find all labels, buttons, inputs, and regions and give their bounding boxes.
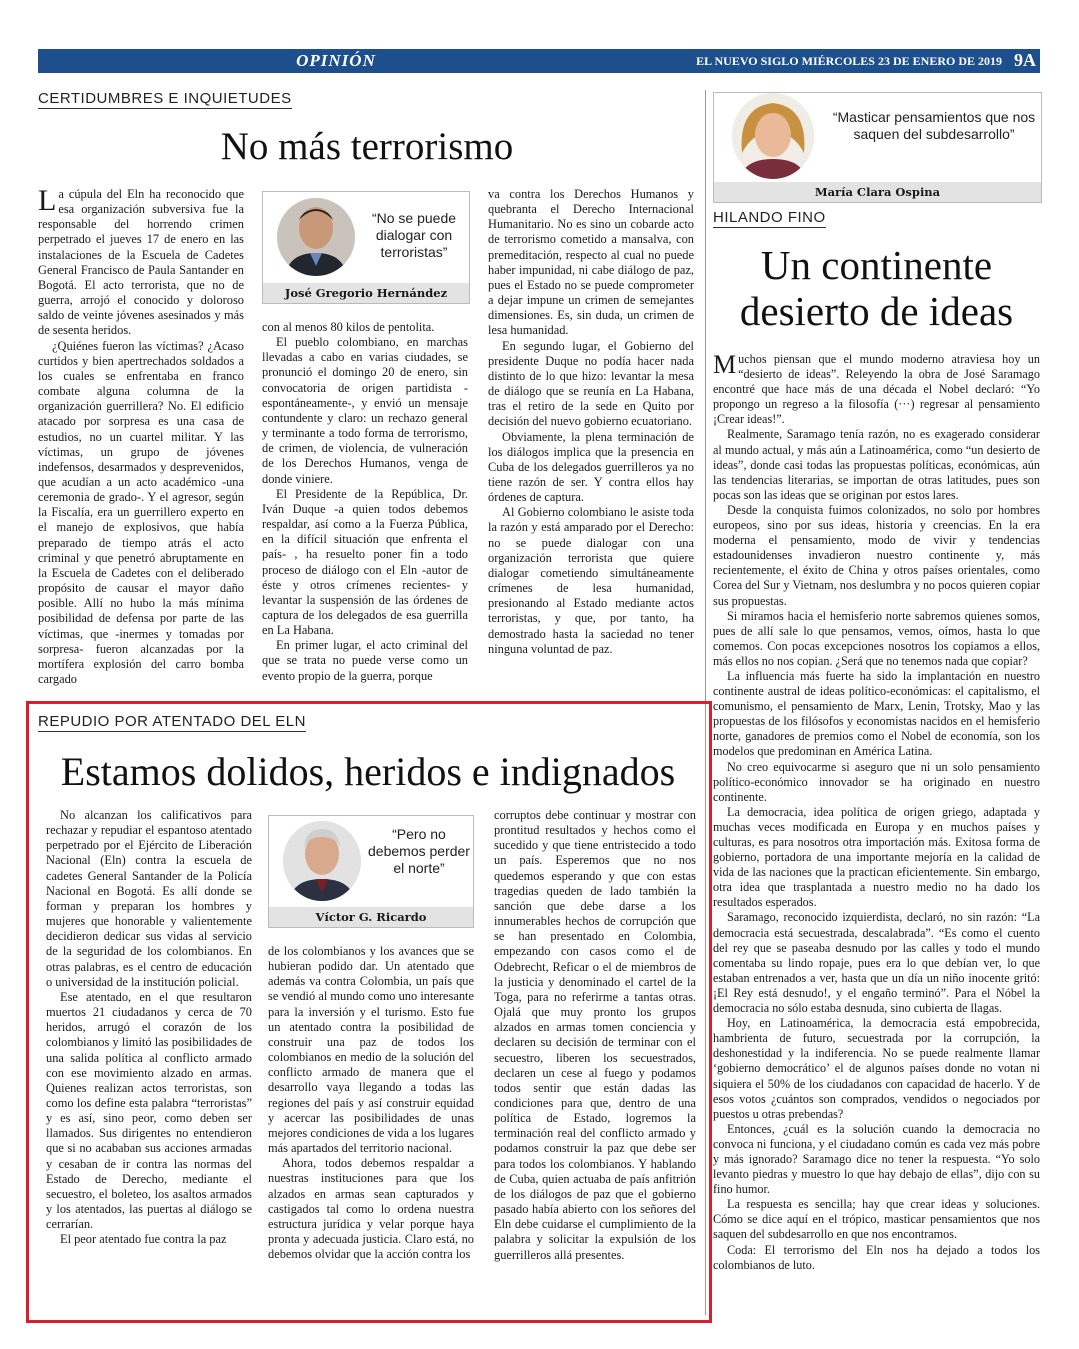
dropcap: L [38,184,57,217]
article2-paragraph: Ese atentado, en el que resultaron muertos 21 ciudadanos y cerca de 70 heridos, arrugó el corazón de los colombianos y limitó las posibilidades de una salida política al conflicto armado con ese movimiento alzado en armas. Quienes realizan actos terroristas, son como los define esta palabra “terroristas” y es así, sino peor, como deben ser llamados. Sus dirigentes no entendieron que si no acababan sus acciones armadas y cesaban de ir contra las normas del Estado de Derecho, mediante el secuestro, el boleteo, los asaltos armados y los atentados, las puertas al diálogo se cerrarían. [46,989,252,1232]
article2-paragraph: No alcanzan los calificativos para rechazar y repudiar el espantoso atentado perpetrado por el Ejército de Liberación Nacional (Eln) contra la escuela de cadetes General Santander de la Policía Nacional en Bogotá. Es allí donde se forman y preparan los hombres y mujeres que honorable y valientemente decidieron dedicar sus vidas al servicio de la seguridad de los colombianos. En otras palabras, es el centro de educación o universidad de la institución policial. [46,808,252,989]
section-name: OPINIÓN [296,51,376,70]
article3-quote-box [713,92,1042,203]
article1-kicker: CERTIDUMBRES E INQUIETUDES [38,90,292,107]
article3-paragraph: Hoy, en Latinoamérica, la democracia está empobrecida, hambrienta de futuro, secuestrada por la corrupción, la deshonestidad y la indiferencia. No se puede realmente llamar ‘gobierno democrático’ el de algunos países donde no votan ni siquiera el 50% de los ciudadanos con capacidad de hacerlo. Y de esos votos ¿cuántos son comprados, vendidos o negociados por puestos u otras prebendas? [713,1016,1040,1121]
article1-author: José Gregorio Hernández [263,283,469,303]
author-photo-victor-ricardo [283,821,361,901]
article1-quote-box [262,191,470,304]
article1-title: No más terrorismo [220,125,514,168]
article3-paragraph: Saramago, reconocido izquierdista, declaró, no sin razón: “La democracia está secuestrada, descalabrada”. “Es como el cuento del rey que se paseaba desnudo por las calles y todo el mundo comentaba su lindo ropaje, pues era lo que debían ver, lo que estaban entrenados a ver, hasta que un día un niño inocente gritó: ¡El Rey está desnudo!, y el engaño terminó”. Para el Nóbel la democracia no sólo estaba desnuda, sino cubierta de llagas. [713,910,1040,1016]
article2-paragraph: de los colombianos y los avances que se hubieran podido dar. Un atentado que además va contra Colombia, un país que se vendió al mundo como uno interesante para la inversión y el turismo. Esto fue un atentado contra la posibilidad de construir una paz de todos los colombianos en medio de la solución del conflicto armado de manera que el desarrollo vaya llegando a todas las regiones del país y así construir equidad y acercar las posibilidades de unas mejores condiciones de vida a los lugares más apartados del territorio nacional. [268,944,474,1156]
article1-paragraph: En primer lugar, el acto criminal del que se trata no puede verse como un evento propio de la guerra, porque [262,638,468,683]
article1-paragraph: va contra los Derechos Humanos y quebranta el Derecho Internacional Humanitario. No es sino un cobarde acto de terrorismo cometido a mansalva, con premeditación, respecto al cual no puede haber impunidad, ni cabe diálogo de paz, pues el Estado no se puede comprometer a dejar impune un crimen de semejantes dimensiones. Es, sin duda, un crimen de lesa humanidad. [488,187,694,338]
article2-paragraph: El peor atentado fue contra la paz [60,1232,227,1247]
article2-kicker: REPUDIO POR ATENTADO DEL ELN [38,713,306,730]
article3-paragraph: Entonces, ¿cuál es la solución cuando la democracia no convoca ni funciona, y el ciudadano común es cada vez más pobre y más ignorado? Saramago dice no tener la respuesta. “Yo solo levanto piedras y muestro lo que hay debajo de ellas”, dijo con su fino humor. [713,1121,1040,1197]
article2-quote-box [268,815,474,928]
article2-paragraph: Ahora, todos debemos respaldar a nuestras instituciones para que los alzados en armas sean capturados y castigados tal como lo ordena nuestra estructura jurídica y velar porque haya pronta y adecuada justicia. Claro está, no debemos olvidar que la acción contra los [268,1156,474,1262]
article3-author: María Clara Ospina [714,182,1041,202]
author-photo-maria-clara [732,93,814,179]
article3-paragraph: Muchos piensan que el mundo moderno atraviesa hoy un “desierto de ideas”. Releyendo la obra de José Saramago encontré que hace más de una década el Nobel declaró: “Yo propongo un regreso a la filosofía (···) regresar al pensamiento ¡Crear ideas!”. [713,350,1040,427]
article1-paragraph: Obviamente, la plena terminación de los diálogos implica que la presencia en Cuba de los delegados guerrilleros ya no tiene razón de ser. Y contra ellos hay órdenes de captura. [488,429,694,505]
article3-paragraph: La influencia más fuerte ha sido la implantación en nuestro continente austral de ideas político-económicas: el capitalismo, el comunismo, el pensamiento de Marx, Lenin, Trotsky, Mao y las propuestas de los filósofos y economistas nacidos en el hemisferio norte, ganadores de premios como el Nobel de economía, son los modelos que predominan en América Latina. [713,668,1040,759]
article2-pull-quote: “Pero no debemos perder el norte” [368,826,470,876]
author-photo-jose-gregorio [277,198,355,276]
article3-paragraph: No creo equivocarme si aseguro que ni un solo pensamiento político-económico innovador se ha originado en nuestro continente. [713,759,1040,804]
article3-title-line: Un continente [760,242,993,288]
article1-paragraph: El Presidente de la República, Dr. Iván Duque -a quien todos debemos respaldar, así como a la Fuerza Pública, en la difícil situación que enfrenta el país- , ha resuelto poner fin a todo proceso de diálogo con el Eln -autor de éste y otros crímenes recientes- y levantar la suspensión de las órdenes de captura de los delegados de esa guerrilla en La Habana. [262,486,468,638]
article1-paragraph: En segundo lugar, el Gobierno del presidente Duque no podía hacer nada distinto de lo que hizo: levantar la mesa de diálogo que se reunía en La Habana, tras el retiro de la sede en Quito por decisión del nuevo gobierno ecuatoriano. [488,338,694,429]
page-number: 9A [1014,50,1036,70]
article1-paragraph: La cúpula del Eln ha reconocido que esa organización subversiva fue la responsable del horrendo crimen perpetrado el jueves 17 de enero en las instalaciones de la Escuela de Cadetes General Francisco de Paula Santander en Bogotá. El acto terrorista, que no de guerra, arrojó el conocido y doloroso saldo de veinte jóvenes asesinados y más de sesenta heridos. [38,184,244,338]
article1-paragraph: ¿Quiénes fueron las víctimas? ¿Acaso curtidos y bien apertrechados soldados a los cuales se enfrentaba en franco combate alguna columna de la organización guerrillera? No. El edificio atacado por sorpresa es una casa de estudios, no un cuartel militar. Y las víctimas, un grupo de jóvenes indefensos, desarmados y desprevenidos, que acudían a un acto académico -una ceremonia de grado-. Y el agresor, según la Fiscalía, era un guerrillero experto en el manejo de explosivos, que había preparado de tiempo atrás el acto criminal y que penetró abruptamente en la Escuela de Cadetes con el deliberado propósito de causar el mayor daño posible. Allí no hubo la más mínima posibilidad de defensa por parte de las víctimas, que -inermes y tomadas por sorpresa- fueron alcanzadas por la mortífera explosión del carro bomba cargado [38,338,244,686]
article3-paragraph: Coda: El terrorismo del Eln nos ha dejado a todos los colombianos de luto. [713,1242,1040,1272]
article1-column-1 [38,184,244,687]
article2-author: Víctor G. Ricardo [269,907,473,927]
article1-paragraph: El pueblo colombiano, en marchas llevadas a cabo en varias ciudades, se pronunció el domingo 20 de enero, sin convocatoria de origen partidista -espontáneamente-, y envió un mensaje contundente y claro: un rechazo general y terminante a todo forma de terrorismo, de crimen, de violencia, de vulneración de los Derechos Humanos, venga de donde viniere. [262,335,468,486]
article3-body [713,352,1040,1273]
article2-title: Estamos dolidos, heridos e indignados [60,749,676,794]
article3-paragraph: La respuesta es sencilla; hay que crear ideas y soluciones. Cómo se dice aquí en el trópico, masticar pensamientos que nos saquen del subdesarrollo en que nos encontramos. [713,1197,1040,1242]
article3-paragraph: Desde la conquista fuimos colonizados, no solo por hombres europeos, sino por sus ideas, historia y creencias. En la era moderna el pensamiento, modo de vivir y tendencias estadounidenses invadieron nuestro continente y, más recientemente, el éxito de China y otros países orientales, como Corea del Sur y Vietnam, nos deslumbra y no pocos quieren copiar sus propuestas. [713,502,1040,608]
section-header-bar [38,49,1040,73]
article1-paragraph: con al menos 80 kilos de pentolita. [262,320,435,334]
article3-title [713,242,1040,334]
article1-pull-quote: “No se puede dialogar con terroristas” [371,210,457,260]
article3-pull-quote: “Masticar pensamientos que nos saquen del subdesarrollo” [832,109,1036,142]
article1-column-2 [262,320,468,684]
dropcap: M [713,350,737,379]
article3-title-line: desierto de ideas [739,288,1014,334]
article2-paragraph: corruptos debe continuar y mostrar con prontitud resultados y hechos como el sucedido y que tiene entristecido a todo un país. Esperemos que no nos quedemos esperando y que con estas tragedias queden de lado también la sanción que debe darse a los innumerables hechos de corrupción que se han presentado en Colombia, empezando con casos como el de Odebrecht, Reficar o el de miembros de la justicia y denominado el cartel de la Toga, para no referirme a tantas otras. Ojalá que muy pronto los grupos alzados en armas tomen conciencia y declaren su decisión de terminar con el secuestro, liberen los secuestrados, declaren un cese al fuego y podamos todos sentir que están dadas las condiciones para que, dentro de una política de Estado, logremos la terminación real del conflicto armado y podamos construir la paz que debe ser para todos los colombianos. Y hablando de Cuba, quien actuaba de país anfitrión de los diálogos de paz que el gobierno pasado había abierto con los señores del Eln debe cuidarse el cumplimiento de la palabra y solicitar la expulsión de los guerrilleros allá presentes. [494,808,696,1262]
article2-column-1 [46,808,252,1248]
article3-paragraph: Realmente, Saramago tenía razón, no es exagerado considerar al mundo actual, y más aún a Latinoamérica, como “un desierto de ideas”, donde casi todas las propuestas políticas, económicas, aún las tendencias literarias, se importan de otras latitudes, pues son pocas son las ideas que se originan por estos lares. [713,427,1040,502]
paper-name-date: EL NUEVO SIGLO MIÉRCOLES 23 DE ENERO DE 2019 [696,54,1002,68]
article2-column-2 [268,944,474,1262]
article3-paragraph: La democracia, idea política de origen griego, adaptada y muchas veces modificada en Europa y en muchos países y culturas, es para nosotros otra importación más. Exitosa forma de gobierno, portadora de una importante mejoría en la calidad de vida de las naciones que la practican eficientemente. Sin embargo, otra idea que trasplantada a nuestro medio no ha dado los resultados esperados. [713,804,1040,910]
article1-column-3 [488,187,694,657]
article3-kicker: HILANDO FINO [713,209,826,226]
article2-column-3 [494,808,696,1263]
article3-paragraph: Si miramos hacia el hemisferio norte sabremos quienes somos, pues de allí sale lo que pensamos, vemos, oímos, hasta lo que comemos. Con pocas excepciones nosotros los copiamos a ellos, más ellos no nos copian. ¿Será que no tenemos nada que copiar? [713,608,1040,668]
article1-paragraph: Al Gobierno colombiano le asiste toda la razón y está amparado por el Derecho: no se puede dialogar con una organización terrorista que quiere dialogar cometiendo simultáneamente crímenes de lesa humanidad, presionando al Estado mediante actos terroristas, y que, por tanto, ha demostrado hasta la saciedad no tener ninguna voluntad de paz. [488,505,694,656]
